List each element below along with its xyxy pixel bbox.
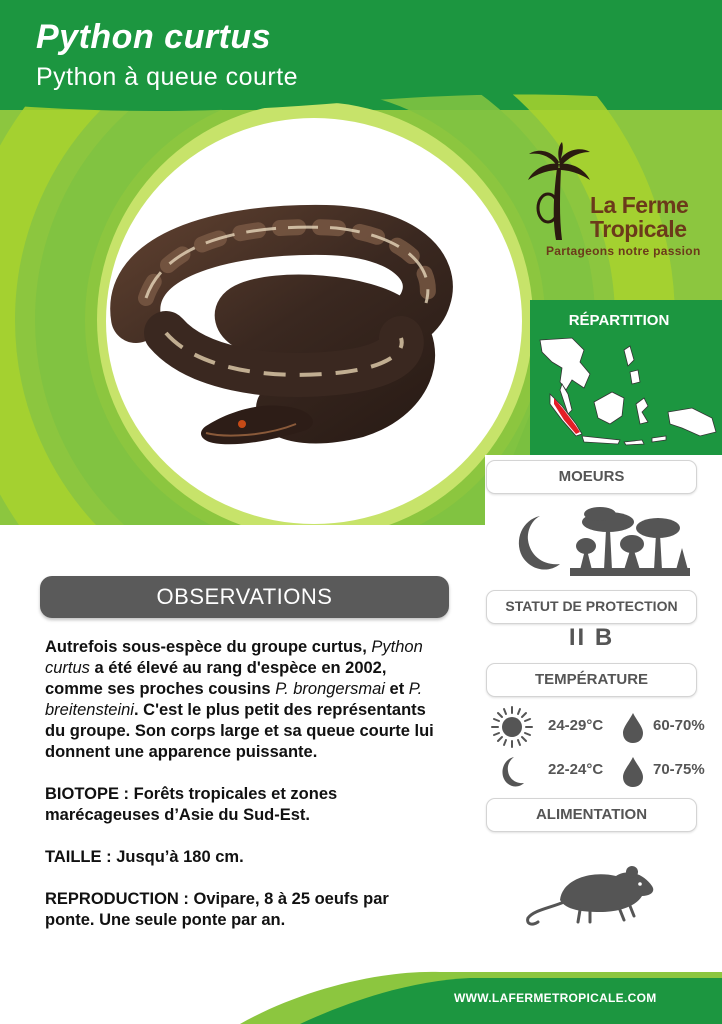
rat-icon bbox=[520, 856, 660, 928]
page-subtitle: Python à queue courte bbox=[36, 63, 299, 91]
taille-text: Jusqu’à 180 cm. bbox=[111, 848, 244, 866]
website-link[interactable]: WWW.LAFERMETROPICALE.COM bbox=[454, 991, 657, 1005]
brand-logo bbox=[524, 142, 704, 262]
species-name: Python curtus bbox=[45, 638, 423, 677]
reproduction-text: Ovipare, 8 à 25 oeufs par ponte. Une seule ponte par an. bbox=[45, 890, 389, 929]
page-title: Python curtus bbox=[36, 18, 272, 56]
logo-text-line1: La Ferme bbox=[590, 192, 689, 218]
humidity-drop-icon bbox=[622, 713, 644, 743]
logo-text-line2: Tropicale bbox=[590, 216, 687, 242]
observations-heading: OBSERVATIONS bbox=[40, 576, 449, 618]
forest-icon bbox=[570, 507, 690, 576]
temperature-day-value: 24-29°C bbox=[548, 717, 604, 734]
protection-status-value: II B bbox=[568, 624, 615, 651]
moon-icon bbox=[519, 516, 560, 570]
humidity-day-value: 60-70% bbox=[653, 717, 705, 734]
moon-icon bbox=[490, 749, 534, 793]
taille-paragraph bbox=[45, 847, 440, 868]
intro-text-3: et bbox=[384, 680, 409, 698]
temperature-row-day bbox=[490, 705, 720, 749]
protection-status-label: STATUT DE PROTECTION bbox=[486, 590, 697, 624]
temperature-label: TEMPÉRATURE bbox=[486, 663, 697, 697]
taille-label: TAILLE : bbox=[45, 848, 112, 866]
biotope-paragraph bbox=[45, 784, 440, 826]
repartition-heading: RÉPARTITION bbox=[568, 312, 670, 329]
humidity-night-value: 70-75% bbox=[653, 761, 705, 778]
humidity-drop-icon bbox=[622, 757, 644, 787]
temperature-row-night bbox=[490, 749, 720, 793]
reproduction-paragraph bbox=[45, 889, 440, 931]
species-name: P. brongersmai bbox=[275, 680, 385, 698]
snake-photo bbox=[106, 118, 522, 524]
logo-tagline: Partageons notre passion bbox=[546, 244, 701, 258]
moeurs-icons bbox=[500, 500, 700, 582]
biotope-label: BIOTOPE : bbox=[45, 785, 130, 803]
temperature-night-value: 22-24°C bbox=[548, 761, 604, 778]
intro-paragraph bbox=[45, 637, 440, 763]
alimentation-label: ALIMENTATION bbox=[486, 798, 697, 832]
intro-text-4: . C'est le plus petit des représentants du groupe. Son corps large et sa queue courte lui donnent une apparence puissante. bbox=[45, 701, 434, 761]
sun-icon bbox=[490, 705, 534, 749]
observations-body bbox=[45, 637, 440, 952]
palm-tree-icon bbox=[524, 142, 594, 242]
python-illustration bbox=[106, 118, 522, 524]
moeurs-label: MOEURS bbox=[486, 460, 697, 494]
distribution-map bbox=[532, 332, 718, 450]
reproduction-label: REPRODUCTION : bbox=[45, 890, 189, 908]
species-name: P. breitensteini bbox=[45, 680, 423, 719]
intro-text-1: Autrefois sous-espèce du groupe curtus, bbox=[45, 638, 372, 656]
biotope-text: Forêts tropicales et zones marécageuses d’Asie du Sud-Est. bbox=[45, 785, 338, 824]
intro-text-2: a été élevé au rang d'espèce en 2002, comme ses proches cousins bbox=[45, 659, 387, 698]
